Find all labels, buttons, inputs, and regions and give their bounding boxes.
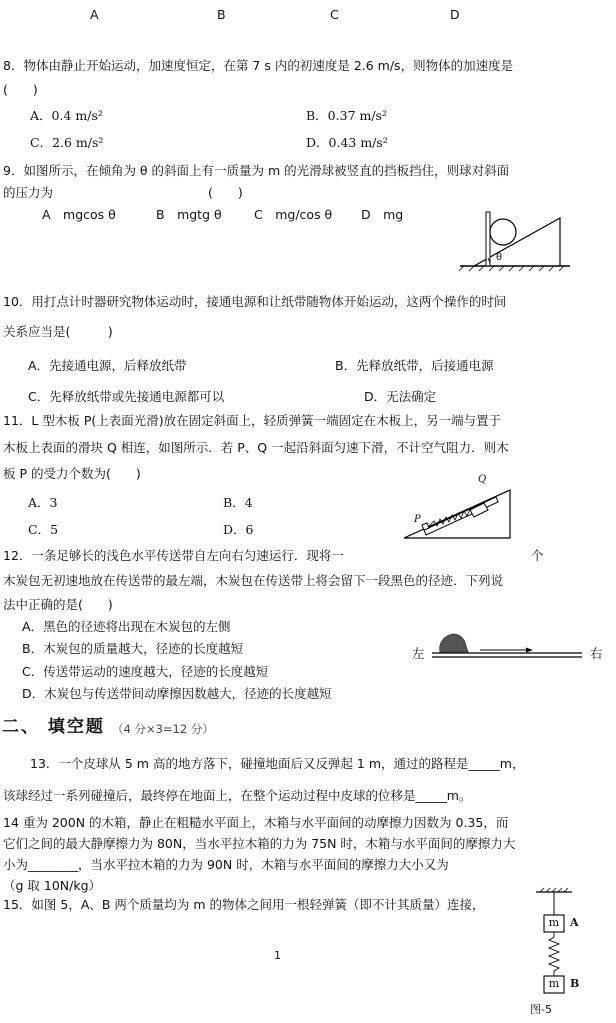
q11-line1: 11．L 型木板 P(上表面光滑)放在固定斜面上，轻质弹簧一端固定在木板上，另一端与置于 [3, 413, 502, 428]
top-option-d: D [450, 7, 460, 22]
top-option-b: B [217, 7, 226, 22]
q10-option-c: C．先释放纸带或先接通电源都可以 [28, 389, 225, 404]
q9-line1: 9．如图所示，在倾角为 θ 的斜面上有一质量为 m 的光滑球被竖直的挡板挡住，则球对斜面 [3, 163, 510, 178]
q8-option-b: B．0.37 m/s² [306, 108, 387, 123]
q12-line1-end: 个 [531, 548, 544, 563]
q10-option-a: A．先接通电源，后释放纸带 [28, 358, 187, 373]
q9-line2: 的压力为 [3, 185, 54, 200]
q14-line3: 小为________，当水平拉木箱的力为 90N 时，木箱与水平面间的摩擦力大小又为 [3, 857, 449, 872]
q14-line4: （g 取 10N/kg） [3, 878, 102, 893]
q12-option-c: C．传送带运动的速度越大，径迹的长度越短 [22, 664, 269, 679]
q13-line2: 该球经过一系列碰撞后，最终停在地面上，在整个运动过程中皮球的位移是_____m。 [3, 788, 472, 803]
q11-option-b: B．4 [223, 495, 253, 510]
q8-stem: 8．物体由静止开始运动，加速度恒定，在第 7 s 内的初速度是 2.6 m/s，则物体的加速度是 [3, 58, 514, 73]
q14-line1: 14 重为 200N 的木箱，静止在粗糙水平面上，木箱与水平面间的动摩擦力因数为 0.35，而 [3, 815, 509, 830]
q15-figure-caption: 图-5 [530, 1003, 552, 1016]
top-option-c: C [330, 7, 339, 22]
q9-paren: ( ) [208, 185, 243, 200]
section2-title: 二、 填空题 [2, 717, 105, 737]
q12-label-left: 左 [412, 646, 425, 661]
q11-line2: 木板上表面的滑块 Q 相连，如图所示．若 P、Q 一起沿斜面匀速下滑，不计空气阻力．则木 [3, 440, 509, 455]
q15-line1: 15．如图 5，A、B 两个质量均为 m 的物体之间用一根轻弹簧（即不计其质量）连接， [3, 897, 485, 912]
q11-option-c: C．5 [28, 522, 59, 537]
q13-line1: 13．一个皮球从 5 m 高的地方落下，碰撞地面后又反弹起 1 m，通过的路程是_____m， [30, 756, 525, 771]
page-number: 1 [274, 949, 281, 962]
section2-score: （4 分×3=12 分） [112, 722, 214, 736]
q10-line1: 10．用打点计时器研究物体运动时，接通电源和让纸带随物体开始运动，这两个操作的时间 [3, 294, 507, 309]
q12-option-a: A．黑色的径迹将出现在木炭包的左侧 [22, 619, 231, 634]
q8-paren: ( ) [3, 82, 38, 97]
q14-line2: 它们之间的最大静摩擦力为 80N，当水平拉木箱的力为 75N 时，木箱与水平面间的摩擦力大 [3, 836, 516, 851]
q10-option-b: B．先释放纸带，后接通电源 [335, 358, 494, 373]
q8-option-c: C．2.6 m/s² [30, 135, 104, 150]
top-option-a: A [90, 7, 99, 22]
q11-option-d: D．6 [223, 522, 254, 537]
q11-option-a: A．3 [28, 495, 58, 510]
q12-conveyor-figure [432, 630, 584, 660]
q8-option-a: A．0.4 m/s² [30, 108, 103, 123]
q11-label-q: Q [478, 474, 487, 485]
q15-block-a-mass: m [548, 916, 560, 929]
q9-option-b: B mgtg θ [156, 207, 222, 222]
q9-option-c: C mg/cos θ [254, 207, 333, 222]
q10-line2: 关系应当是( ) [3, 324, 113, 339]
q9-theta-label: θ [496, 252, 503, 263]
q9-option-a: A mgcos θ [42, 207, 116, 222]
q10-option-d: D．无法确定 [364, 389, 437, 404]
q11-line3: 板 P 的受力个数为( ) [3, 466, 141, 481]
q15-label-b: B [570, 977, 580, 990]
q12-line2: 木炭包无初速地放在传送带的最左端，木炭包在传送带上将会留下一段黑色的径迹．下列说 [3, 573, 504, 588]
q15-label-a: A [570, 916, 579, 929]
q15-block-b-mass: m [548, 977, 560, 990]
q12-label-right: 右 [590, 646, 603, 661]
q8-option-d: D．0.43 m/s² [306, 135, 388, 150]
q12-option-b: B．木炭包的质量越大，径迹的长度越短 [22, 641, 244, 656]
q11-label-p: P [414, 514, 421, 525]
q9-option-d: D mg [361, 207, 404, 222]
q12-line3: 法中正确的是( ) [3, 597, 113, 612]
q12-line1: 12．一条足够长的浅色水平传送带自左向右匀速运行．现将一 [3, 548, 344, 563]
q9-incline-figure [456, 208, 576, 268]
q12-option-d: D．木炭包与传送带间动摩擦因数越大，径迹的长度越短 [22, 686, 332, 701]
